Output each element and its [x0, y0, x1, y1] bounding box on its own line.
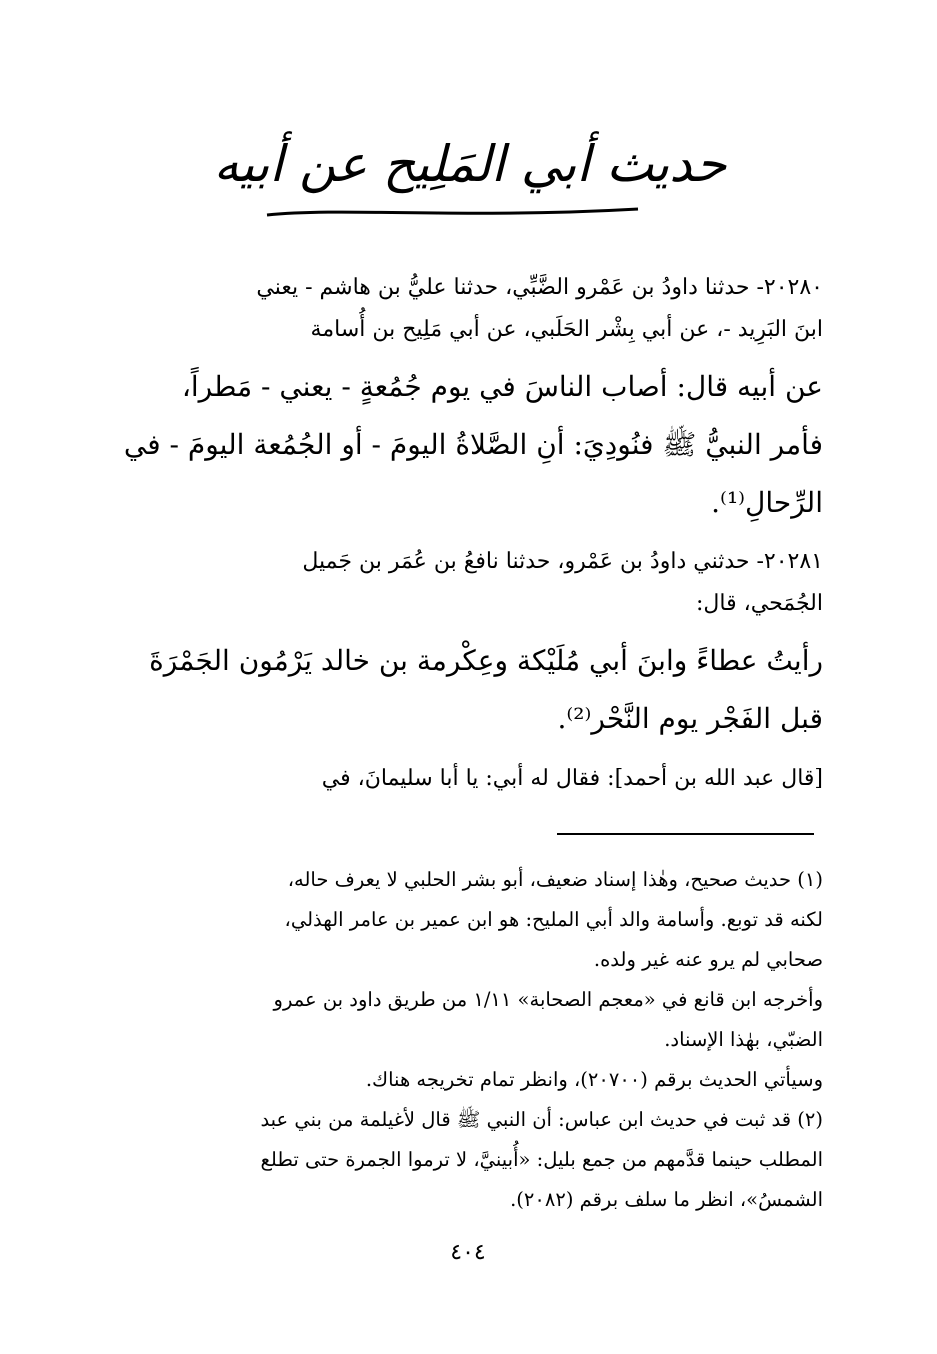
text-line: ٢٠٢٨١- حدثني داودُ بن عَمْرو، حدثنا نافعُ بن عُمَر بن جَميل: [302, 549, 823, 574]
footnote-separator: [557, 833, 814, 835]
footnote-line: الضبّي، بهٰذا الإسناد.: [664, 1028, 823, 1051]
footnote-line: وسيأتي الحديث برقم (٢٠٧٠٠)، وانظر تمام تخريجه هناك.: [365, 1068, 823, 1091]
footnote-line: المطلب حينما قدَّمهم من جمع بليل: «أُبينيَّ، لا ترموا الجمرة حتى تطلع: [260, 1148, 823, 1171]
page-title: حديث أبي المَلِيح عن أبيه: [213, 135, 727, 193]
footnote-line: لكنه قد توبع. وأسامة والد أبي المليح: هو ابن عمير بن عامر الهذلي،: [284, 908, 823, 931]
hadith-20281-continuation: [108, 758, 823, 800]
text-line: ابنَ البَرِيد -، عن أبي بِشْر الحَلَبي، عن أبي مَلِيح بن أُسامة: [310, 317, 823, 342]
footnote-line: وأخرجه ابن قانع في «معجم الصحابة» ١/١١ من طريق داود بن عمرو: [273, 988, 823, 1011]
hadith-20281-matn: [108, 632, 823, 748]
hadith-20280-chain: [108, 267, 823, 351]
text-line: الجُمَحي، قال:: [696, 591, 823, 616]
footnote-line: (٢) قد ثبت في حديث ابن عباس: أن النبي ﷺ قال لأغيلمة من بني عبد: [260, 1108, 823, 1131]
hadith-20280-matn: [108, 358, 823, 532]
footnotes: [108, 860, 823, 1220]
text-line: عن أبيه قال: أصاب الناسَ في يوم جُمُعةٍ - يعني - مَطراً،: [181, 370, 823, 403]
footnote-line: (١) حديث صحيح، وهٰذا إسناد ضعيف، أبو بشر الحلبي لا يعرف حاله،: [287, 868, 823, 891]
text-line: رأيتُ عطاءً وابنَ أبي مُلَيْكة وعِكْرمة بن خالد يَرْمُون الجَمْرَةَ: [149, 644, 823, 677]
title-flourish-ornament: [265, 205, 640, 219]
text-line: فأمر النبيُّ ﷺ فنُودِيَ: أنِ الصَّلاةُ اليومَ - أو الجُمُعة اليومَ - في: [123, 428, 823, 461]
footnote-line: صحابي لم يرو عنه غير ولده.: [593, 948, 823, 971]
hadith-20281-chain: [108, 541, 823, 625]
footnote-line: الشمسُ»، انظر ما سلف برقم (٢٠٨٢).: [510, 1188, 823, 1211]
text-line: [قال عبد الله بن أحمد]: فقال له أبي: يا أبا سليمانَ، في: [321, 766, 823, 791]
page-number: ٤٠٤: [450, 1240, 486, 1265]
text-line: الرِّحالِ⁽¹⁾.: [711, 486, 823, 519]
text-line: قبل الفَجْر يوم النَّحْر⁽²⁾.: [557, 702, 823, 735]
text-line: ٢٠٢٨٠- حدثنا داودُ بن عَمْرو الضَّبِّي، حدثنا عليُّ بن هاشم - يعني: [256, 275, 823, 300]
